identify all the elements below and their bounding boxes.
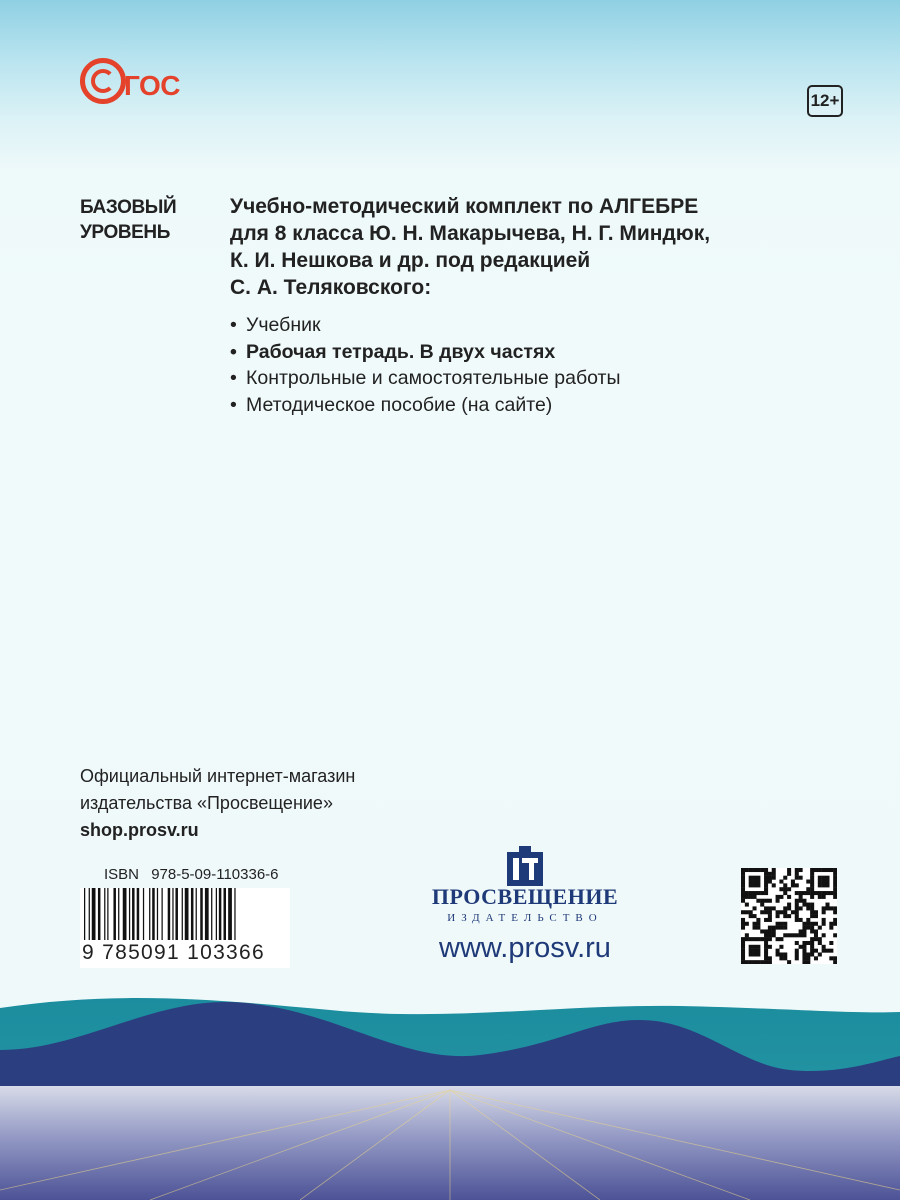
publisher-subtitle: ИЗДАТЕЛЬСТВО bbox=[447, 912, 603, 924]
kit-item-label: Рабочая тетрадь. В двух частях bbox=[246, 340, 556, 363]
kit-item-label: Методическое пособие (на сайте) bbox=[246, 393, 553, 416]
bullet-icon: • bbox=[230, 340, 237, 363]
kit-title-line: для 8 класса Ю. Н. Макарычева, Н. Г. Миндюк, bbox=[230, 222, 711, 245]
kit-item-label: Учебник bbox=[246, 314, 321, 336]
level-line-1: БАЗОВЫЙ bbox=[80, 197, 177, 218]
qr-code-icon bbox=[741, 868, 837, 964]
kit-item-label: Контрольные и самостоятельные работы bbox=[246, 367, 621, 389]
kit-item-workbook bbox=[230, 339, 621, 366]
kit-item-guide bbox=[230, 392, 621, 419]
fgos-logo bbox=[80, 58, 180, 110]
kit-item-textbook bbox=[230, 312, 621, 339]
kit-title-line: Учебно-методический комплект по АЛГЕБРЕ bbox=[230, 195, 699, 218]
fgos-label: ГОС bbox=[124, 70, 181, 101]
wave-decoration bbox=[0, 990, 900, 1200]
shop-line-2: издательства «Просвещение» bbox=[80, 793, 333, 813]
shop-url: shop.prosv.ru bbox=[80, 820, 199, 840]
bullet-icon: • bbox=[230, 367, 237, 389]
qr-code bbox=[741, 868, 837, 964]
publisher-name: ПРОСВЕЩЕНИЕ bbox=[431, 884, 619, 909]
fgos-inner-ring-icon bbox=[91, 69, 115, 93]
bullet-icon: • bbox=[230, 314, 237, 336]
barcode-digits: 9 785091 103366 bbox=[82, 941, 265, 964]
isbn-label: ISBN bbox=[104, 866, 140, 883]
shop-info bbox=[80, 763, 355, 844]
prosveshchenie-logo-icon bbox=[505, 846, 545, 888]
bullet-icon: • bbox=[230, 393, 237, 416]
age-rating-badge: 12+ bbox=[807, 85, 843, 117]
kit-title-line: К. И. Нешкова и др. под редакцией bbox=[230, 249, 591, 272]
kit-title bbox=[230, 193, 830, 301]
level-label bbox=[80, 195, 176, 245]
isbn-number: 978-5-09-110336-6 bbox=[151, 866, 279, 883]
shop-line-1: Официальный интернет-магазин bbox=[80, 766, 356, 786]
kit-item-tests bbox=[230, 365, 621, 392]
isbn-text bbox=[104, 866, 279, 883]
kit-title-line: С. А. Теляковского: bbox=[230, 276, 432, 299]
level-line-2: УРОВЕНЬ bbox=[80, 222, 170, 243]
kit-items-list bbox=[230, 312, 621, 418]
publisher-url: www.prosv.ru bbox=[439, 932, 611, 964]
